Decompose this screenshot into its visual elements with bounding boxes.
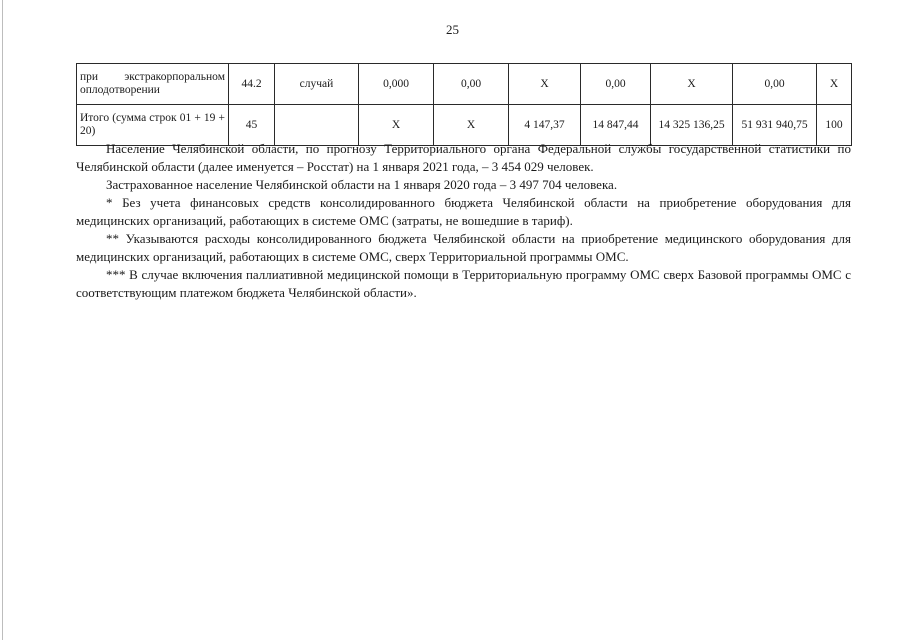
row-code-cell: 44.2 xyxy=(229,64,275,105)
row-value-cell: Х xyxy=(434,105,509,146)
row-name-cell: Итого (сумма строк 01 + 19 + 20) xyxy=(77,105,229,146)
page-number: 25 xyxy=(446,22,459,37)
row-value-cell: 0,00 xyxy=(434,64,509,105)
row-value-cell: 0,000 xyxy=(359,64,434,105)
row-value-cell: Х xyxy=(359,105,434,146)
footnote-single-asterisk: * Без учета финансовых средств консолидированного бюджета Челябинской области на приобретение оборудования для медицинских организаций, работающих в системе ОМС (затраты, не вошедшие в тариф). xyxy=(76,195,851,228)
row-value-cell: 14 847,44 xyxy=(581,105,651,146)
row-name-cell: при экстракорпоральном оплодотворении xyxy=(77,64,229,105)
notes-section xyxy=(76,140,851,302)
row-value-cell: 51 931 940,75 xyxy=(733,105,817,146)
population-note: Население Челябинской области, по прогнозу Территориального органа Федеральной службы государственной статистики по Челябинской области (далее именуется – Росстат) на 1 января 2021 года, – 3 454 029 человек. xyxy=(76,141,851,174)
footnote-double-asterisk: ** Указываются расходы консолидированного бюджета Челябинской области на приобретение медицинского оборудования для медицинских организаций, работающих в системе ОМС, сверх Территориальной программы ОМС. xyxy=(76,231,851,264)
table-row xyxy=(77,64,852,105)
row-value-cell: 100 xyxy=(817,105,852,146)
row-value-cell: 4 147,37 xyxy=(509,105,581,146)
page-edge-line xyxy=(2,0,3,640)
footnote-triple-asterisk: *** В случае включения паллиативной медицинской помощи в Территориальную программу ОМС сверх Базовой программы ОМС с соответствующим платежом бюджета Челябинской области». xyxy=(76,267,851,300)
row-code-cell: 45 xyxy=(229,105,275,146)
row-value-cell: Х xyxy=(817,64,852,105)
row-value-cell: 14 325 136,25 xyxy=(651,105,733,146)
row-unit-cell: случай xyxy=(275,64,359,105)
row-value-cell: Х xyxy=(509,64,581,105)
expenses-table xyxy=(76,63,852,146)
insured-population-note: Застрахованное население Челябинской области на 1 января 2020 года – 3 497 704 человека. xyxy=(106,177,618,192)
row-value-cell: Х xyxy=(651,64,733,105)
row-value-cell: 0,00 xyxy=(581,64,651,105)
row-value-cell: 0,00 xyxy=(733,64,817,105)
